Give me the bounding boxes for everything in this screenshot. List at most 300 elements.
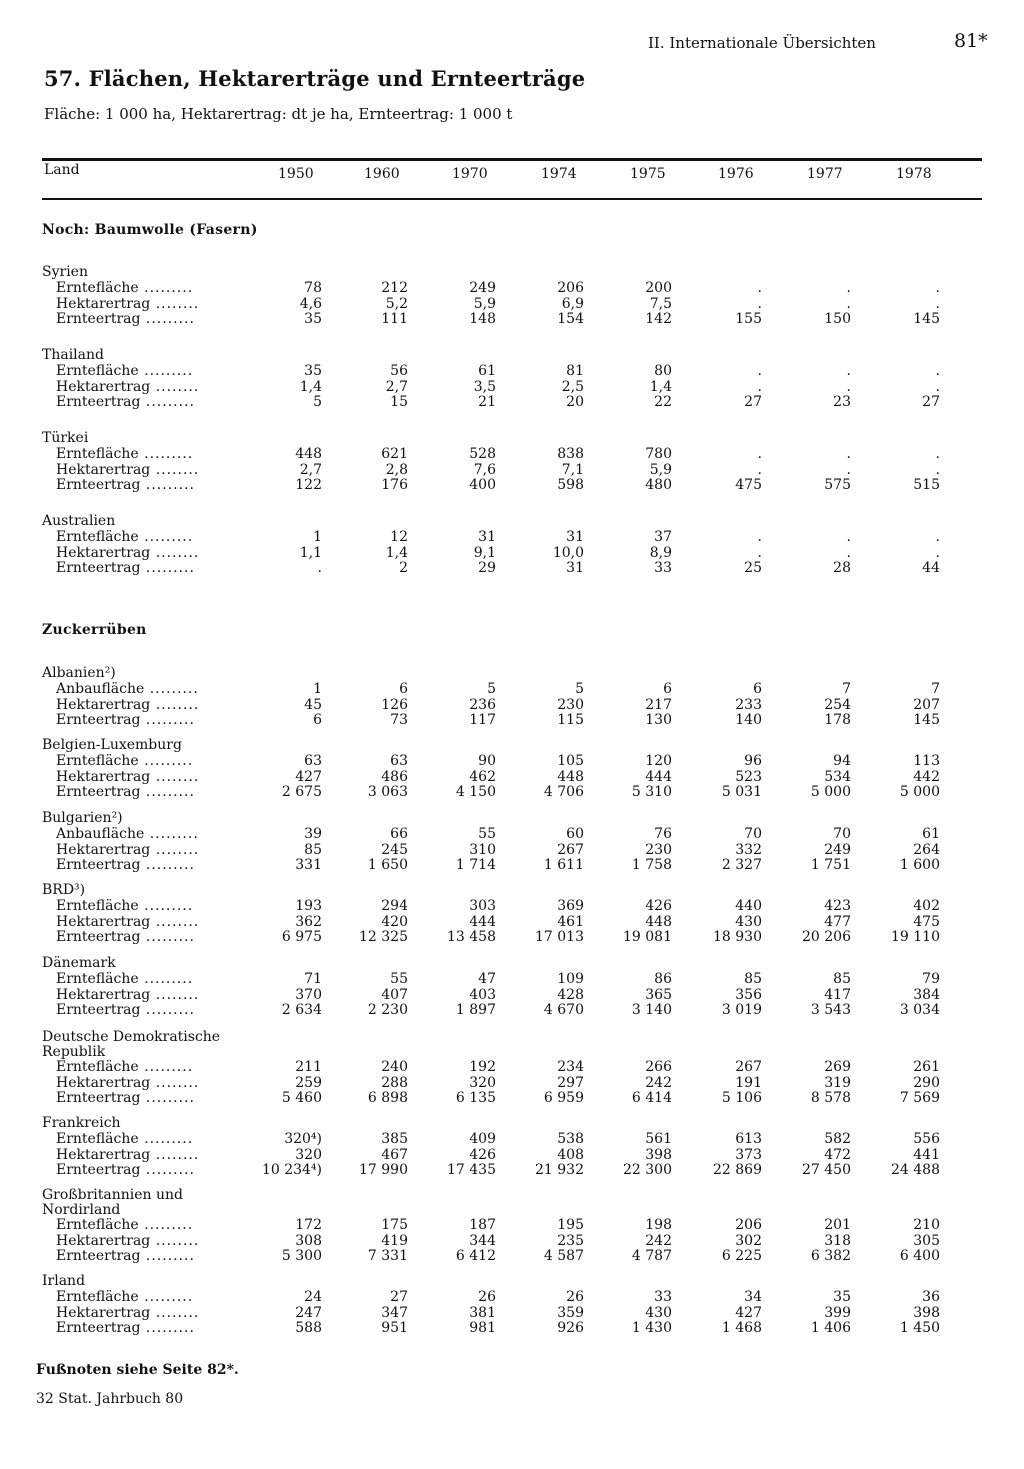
table-cell: 981 (469, 1320, 496, 1336)
row-label (56, 1075, 199, 1091)
table-cell: 838 (557, 446, 584, 462)
table-cell: 6 382 (810, 1248, 851, 1264)
table-cell: 31 (566, 529, 584, 545)
leader-dots: ......... (138, 446, 194, 462)
row-label (56, 462, 199, 478)
table-cell: 6 975 (281, 929, 322, 945)
table-cell: 24 488 (891, 1162, 940, 1178)
table-cell: 33 (654, 560, 672, 576)
leader-dots: ........ (150, 1146, 200, 1163)
table-cell: 105 (557, 753, 584, 769)
row-label-text: Erntefläche (56, 1131, 139, 1147)
page-number: 81* (954, 30, 988, 52)
table-cell: 365 (645, 986, 672, 1003)
row-label (56, 1002, 195, 1018)
table-cell: 6 414 (631, 1090, 672, 1106)
table-cell: 477 (824, 913, 851, 930)
leader-dots: ......... (140, 929, 195, 945)
table-cell: 80 (654, 363, 672, 379)
table-cell: 2 634 (281, 1002, 322, 1018)
row-label-text: Hektarertrag (56, 841, 151, 858)
table-cell: 8 578 (810, 1090, 851, 1106)
table-cell: . (935, 378, 940, 395)
table-cell: 66 (390, 826, 408, 842)
table-cell: 78 (304, 280, 322, 296)
table-cell: 6 (399, 681, 408, 697)
table-cell: 28 (833, 560, 851, 576)
leader-dots: ......... (138, 898, 194, 914)
column-head-1975: 1975 (630, 166, 666, 182)
leader-dots: ......... (140, 712, 195, 728)
row-label (56, 784, 195, 800)
page-footer: 32 Stat. Jahrbuch 80 (36, 1391, 184, 1407)
table-cell: 176 (381, 477, 408, 493)
table-cell: 303 (469, 898, 496, 914)
row-label-text: Erntefläche (56, 1217, 139, 1233)
table-cell: 398 (913, 1304, 940, 1321)
leader-dots: ........ (150, 768, 200, 785)
table-cell: 4 670 (543, 1002, 584, 1018)
leader-dots: ......... (144, 681, 199, 697)
row-label-text: Hektarertrag (56, 913, 151, 930)
table-cell: 423 (824, 898, 851, 914)
table-cell: 236 (469, 696, 496, 713)
table-cell: 36 (922, 1289, 940, 1305)
row-label-text: Erntefläche (56, 898, 139, 914)
table-cell: 178 (824, 712, 851, 728)
table-cell: 373 (735, 1146, 762, 1163)
table-cell: . (846, 461, 851, 478)
table-cell: 399 (824, 1304, 851, 1321)
table-cell: 613 (735, 1131, 762, 1147)
table-cell: 267 (735, 1059, 762, 1075)
table-cell: . (935, 446, 940, 462)
table-cell: 472 (824, 1146, 851, 1163)
table-cell: 27 (744, 394, 762, 410)
table-cell: 1 751 (810, 857, 851, 873)
table-cell: 19 110 (891, 929, 940, 945)
table-cell: . (935, 544, 940, 561)
table-cell: 780 (645, 446, 672, 462)
table-cell: 5 310 (631, 784, 672, 800)
country-name: Syrien (42, 264, 88, 280)
table-cell: 305 (913, 1232, 940, 1249)
country-name: Frankreich (42, 1115, 121, 1131)
table-cell: 37 (654, 529, 672, 545)
table-cell: 86 (654, 971, 672, 987)
table-cell: 56 (390, 363, 408, 379)
table-cell: . (846, 280, 851, 296)
table-cell: 31 (478, 529, 496, 545)
leader-dots: ........ (150, 841, 200, 858)
table-cell: 7,6 (473, 461, 496, 478)
table-cell: . (935, 529, 940, 545)
table-cell: 6 (313, 712, 322, 728)
table-cell: 150 (824, 311, 851, 327)
table-cell: . (935, 295, 940, 312)
table-cell: 1 758 (631, 857, 672, 873)
table-cell: 6 (753, 681, 762, 697)
leader-dots: ......... (140, 1162, 195, 1178)
table-cell: 61 (922, 826, 940, 842)
leader-dots: ......... (140, 477, 195, 493)
table-cell: 15 (390, 394, 408, 410)
table-cell: . (846, 295, 851, 312)
table-cell: 22 (654, 394, 672, 410)
row-label-text: Hektarertrag (56, 295, 151, 312)
row-label (56, 1090, 195, 1106)
table-cell: 13 458 (447, 929, 496, 945)
table-cell: 35 (833, 1289, 851, 1305)
table-cell: 3,5 (473, 378, 496, 395)
row-label-text: Anbaufläche (56, 826, 145, 842)
leader-dots: ........ (150, 1304, 200, 1321)
footnote-reference: Fußnoten siehe Seite 82*. (36, 1362, 239, 1378)
leader-dots: ......... (138, 280, 194, 296)
table-cell: 17 990 (359, 1162, 408, 1178)
row-label-text: Erntefläche (56, 1289, 139, 1305)
leader-dots: ........ (150, 295, 200, 312)
country-name: Großbritannien und Nordirland (42, 1187, 184, 1218)
table-cell: 31 (566, 560, 584, 576)
table-cell: . (935, 280, 940, 296)
table-cell: 1 (313, 529, 322, 545)
table-cell: 6 400 (899, 1248, 940, 1264)
table-cell: 206 (557, 280, 584, 296)
table-cell: 18 930 (713, 929, 762, 945)
row-label (56, 753, 193, 769)
table-cell: . (317, 560, 322, 576)
table-cell: 2 (399, 560, 408, 576)
table-cell: 17 435 (447, 1162, 496, 1178)
table-cell: 230 (557, 696, 584, 713)
table-cell: 193 (295, 898, 322, 914)
row-label-text: Hektarertrag (56, 1232, 151, 1249)
table-title: 57. Flächen, Hektarerträge und Ernteerträge (44, 66, 586, 91)
table-cell: 420 (381, 913, 408, 930)
table-cell: 175 (381, 1217, 408, 1233)
table-cell: 515 (913, 477, 940, 493)
table-cell: 1,4 (385, 544, 408, 561)
row-label (56, 929, 195, 945)
table-cell: 240 (381, 1059, 408, 1075)
page-header-section: II. Internationale Übersichten (648, 34, 876, 52)
table-cell: 79 (922, 971, 940, 987)
table-cell: 427 (735, 1304, 762, 1321)
row-label (56, 477, 195, 493)
table-cell: 467 (381, 1146, 408, 1163)
leader-dots: ......... (140, 1090, 195, 1106)
table-cell: 5,9 (473, 295, 496, 312)
table-cell: 85 (304, 841, 322, 858)
table-cell: 109 (557, 971, 584, 987)
table-cell: 320⁴) (284, 1131, 322, 1147)
table-cell: 1 897 (455, 1002, 496, 1018)
row-label (56, 1248, 195, 1264)
column-head-1960: 1960 (364, 166, 400, 182)
table-cell: 3 019 (721, 1002, 762, 1018)
table-cell: 81 (566, 363, 584, 379)
table-cell: 6 898 (367, 1090, 408, 1106)
row-label (56, 311, 195, 327)
table-cell: 10,0 (552, 544, 584, 561)
table-cell: 5 000 (899, 784, 940, 800)
row-label (56, 826, 199, 842)
table-cell: 8,9 (649, 544, 672, 561)
table-cell: 234 (557, 1059, 584, 1075)
table-cell: 264 (913, 841, 940, 858)
row-label (56, 842, 199, 858)
table-cell: 2,8 (385, 461, 408, 478)
table-cell: 115 (557, 712, 584, 728)
table-cell: 267 (557, 841, 584, 858)
table-cell: 233 (735, 696, 762, 713)
row-label-text: Hektarertrag (56, 1304, 151, 1321)
table-cell: 4 587 (543, 1248, 584, 1264)
country-name: Albanien²) (42, 665, 116, 681)
table-cell: . (846, 378, 851, 395)
leader-dots: ........ (150, 1232, 200, 1249)
table-cell: 442 (913, 768, 940, 785)
table-cell: 308 (295, 1232, 322, 1249)
table-cell: 45 (304, 696, 322, 713)
row-label (56, 1059, 193, 1075)
table-cell: 140 (735, 712, 762, 728)
table-cell: 242 (645, 1232, 672, 1249)
table-cell: 2 675 (281, 784, 322, 800)
table-cell: 428 (557, 986, 584, 1003)
table-cell: 926 (557, 1320, 584, 1336)
table-cell: 5,9 (649, 461, 672, 478)
table-cell: 403 (469, 986, 496, 1003)
row-label-text: Hektarertrag (56, 1146, 151, 1163)
table-cell: 407 (381, 986, 408, 1003)
row-label-text: Hektarertrag (56, 1074, 151, 1091)
table-cell: 408 (557, 1146, 584, 1163)
table-cell: 444 (469, 913, 496, 930)
table-cell: 461 (557, 913, 584, 930)
row-label (56, 296, 199, 312)
section-title: Noch: Baumwolle (Fasern) (42, 222, 258, 238)
row-label (56, 1217, 193, 1233)
table-cell: 12 (390, 529, 408, 545)
table-cell: 426 (469, 1146, 496, 1163)
table-cell: 247 (295, 1304, 322, 1321)
row-label-text: Ernteertrag (56, 929, 141, 945)
table-cell: 210 (913, 1217, 940, 1233)
leader-dots: ......... (138, 1131, 194, 1147)
table-cell: 319 (824, 1074, 851, 1091)
table-cell: 1,4 (649, 378, 672, 395)
leader-dots: ........ (150, 378, 200, 395)
table-cell: 7,5 (649, 295, 672, 312)
table-cell: 294 (381, 898, 408, 914)
table-cell: 60 (566, 826, 584, 842)
row-label-text: Hektarertrag (56, 544, 151, 561)
table-cell: 427 (295, 768, 322, 785)
table-cell: 154 (557, 311, 584, 327)
table-cell: 448 (645, 913, 672, 930)
table-cell: 63 (390, 753, 408, 769)
row-label (56, 697, 199, 713)
table-cell: 523 (735, 768, 762, 785)
leader-dots: ........ (150, 913, 200, 930)
table-cell: 19 081 (623, 929, 672, 945)
row-label (56, 1289, 193, 1305)
row-label-text: Ernteertrag (56, 560, 141, 576)
table-cell: 385 (381, 1131, 408, 1147)
column-head-1976: 1976 (718, 166, 754, 182)
table-cell: 192 (469, 1059, 496, 1075)
leader-dots: ........ (150, 986, 200, 1003)
table-cell: . (757, 378, 762, 395)
table-cell: 10 234⁴) (261, 1162, 322, 1178)
table-cell: . (757, 529, 762, 545)
section-title: Zuckerrüben (42, 622, 147, 638)
row-label (56, 394, 195, 410)
table-cell: 7 (931, 681, 940, 697)
table-cell: 3 543 (810, 1002, 851, 1018)
table-cell: 369 (557, 898, 584, 914)
leader-dots: ........ (150, 544, 200, 561)
row-label-text: Hektarertrag (56, 378, 151, 395)
table-cell: 1 600 (899, 857, 940, 873)
table-cell: 26 (566, 1289, 584, 1305)
table-cell: 39 (304, 826, 322, 842)
table-cell: 4 150 (455, 784, 496, 800)
table-cell: 6 412 (455, 1248, 496, 1264)
row-label-text: Hektarertrag (56, 696, 151, 713)
table-cell: 4,6 (299, 295, 322, 312)
row-label-text: Ernteertrag (56, 857, 141, 873)
table-cell: 35 (304, 311, 322, 327)
table-cell: 200 (645, 280, 672, 296)
table-cell: . (757, 461, 762, 478)
leader-dots: ......... (138, 529, 194, 545)
table-cell: 198 (645, 1217, 672, 1233)
country-name: Deutsche Demokratische Republik (42, 1029, 221, 1060)
leader-dots: ........ (150, 1074, 200, 1091)
table-cell: 249 (469, 280, 496, 296)
row-label (56, 1131, 193, 1147)
row-label (56, 1320, 195, 1336)
table-cell: 1 468 (721, 1320, 762, 1336)
table-cell: 85 (833, 971, 851, 987)
table-cell: 113 (913, 753, 940, 769)
table-cell: 462 (469, 768, 496, 785)
table-cell: 448 (557, 768, 584, 785)
table-cell: 85 (744, 971, 762, 987)
table-cell: 409 (469, 1131, 496, 1147)
table-cell: 55 (390, 971, 408, 987)
table-cell: 61 (478, 363, 496, 379)
table-cell: 26 (478, 1289, 496, 1305)
table-cell: 44 (922, 560, 940, 576)
row-label-text: Ernteertrag (56, 1320, 141, 1336)
table-cell: 5 300 (281, 1248, 322, 1264)
table-cell: 556 (913, 1131, 940, 1147)
table-cell: 230 (645, 841, 672, 858)
table-cell: 290 (913, 1074, 940, 1091)
row-label-text: Ernteertrag (56, 311, 141, 327)
country-name: Bulgarien²) (42, 810, 123, 826)
row-label-text: Hektarertrag (56, 768, 151, 785)
table-cell: 25 (744, 560, 762, 576)
leader-dots: ......... (138, 971, 194, 987)
table-cell: 1 650 (367, 857, 408, 873)
table-cell: 47 (478, 971, 496, 987)
table-cell: 6 (663, 681, 672, 697)
table-cell: 201 (824, 1217, 851, 1233)
row-label-text: Hektarertrag (56, 986, 151, 1003)
table-cell: 27 (390, 1289, 408, 1305)
table-cell: 444 (645, 768, 672, 785)
row-label (56, 379, 199, 395)
table-cell: 5 106 (721, 1090, 762, 1106)
table-cell: 126 (381, 696, 408, 713)
table-cell: 261 (913, 1059, 940, 1075)
table-cell: 426 (645, 898, 672, 914)
table-cell: . (935, 461, 940, 478)
table-cell: 195 (557, 1217, 584, 1233)
table-cell: 142 (645, 311, 672, 327)
table-cell: 621 (381, 446, 408, 462)
table-cell: 359 (557, 1304, 584, 1321)
row-label (56, 712, 195, 728)
table-cell: 12 325 (359, 929, 408, 945)
table-cell: 2,7 (299, 461, 322, 478)
table-cell: 249 (824, 841, 851, 858)
leader-dots: ......... (138, 1217, 194, 1233)
leader-dots: ........ (150, 461, 200, 478)
table-cell: 440 (735, 898, 762, 914)
column-head-1974: 1974 (541, 166, 577, 182)
table-cell: 6 959 (543, 1090, 584, 1106)
table-cell: 145 (913, 311, 940, 327)
row-label (56, 560, 195, 576)
table-cell: 3 140 (631, 1002, 672, 1018)
table-cell: 344 (469, 1232, 496, 1249)
row-label (56, 898, 193, 914)
leader-dots: ......... (144, 826, 199, 842)
table-cell: . (846, 446, 851, 462)
table-cell: 55 (478, 826, 496, 842)
table-subtitle: Fläche: 1 000 ha, Hektarertrag: dt je ha, Ernteertrag: 1 000 t (44, 105, 513, 123)
table-cell: 370 (295, 986, 322, 1003)
table-cell: 172 (295, 1217, 322, 1233)
table-cell: 534 (824, 768, 851, 785)
table-cell: 2,5 (561, 378, 584, 395)
table-cell: 7,1 (561, 461, 584, 478)
table-cell: 7 569 (899, 1090, 940, 1106)
table-cell: 33 (654, 1289, 672, 1305)
table-cell: 528 (469, 446, 496, 462)
table-cell: 480 (645, 477, 672, 493)
table-cell: 22 300 (623, 1162, 672, 1178)
table-cell: 5 (575, 681, 584, 697)
table-cell: 269 (824, 1059, 851, 1075)
leader-dots: ......... (140, 560, 195, 576)
table-cell: 235 (557, 1232, 584, 1249)
table-cell: 297 (557, 1074, 584, 1091)
table-cell: . (935, 363, 940, 379)
table-cell: 288 (381, 1074, 408, 1091)
table-cell: 206 (735, 1217, 762, 1233)
table-cell: 475 (913, 913, 940, 930)
leader-dots: ......... (140, 784, 195, 800)
table-cell: 4 787 (631, 1248, 672, 1264)
row-label-text: Anbaufläche (56, 681, 145, 697)
